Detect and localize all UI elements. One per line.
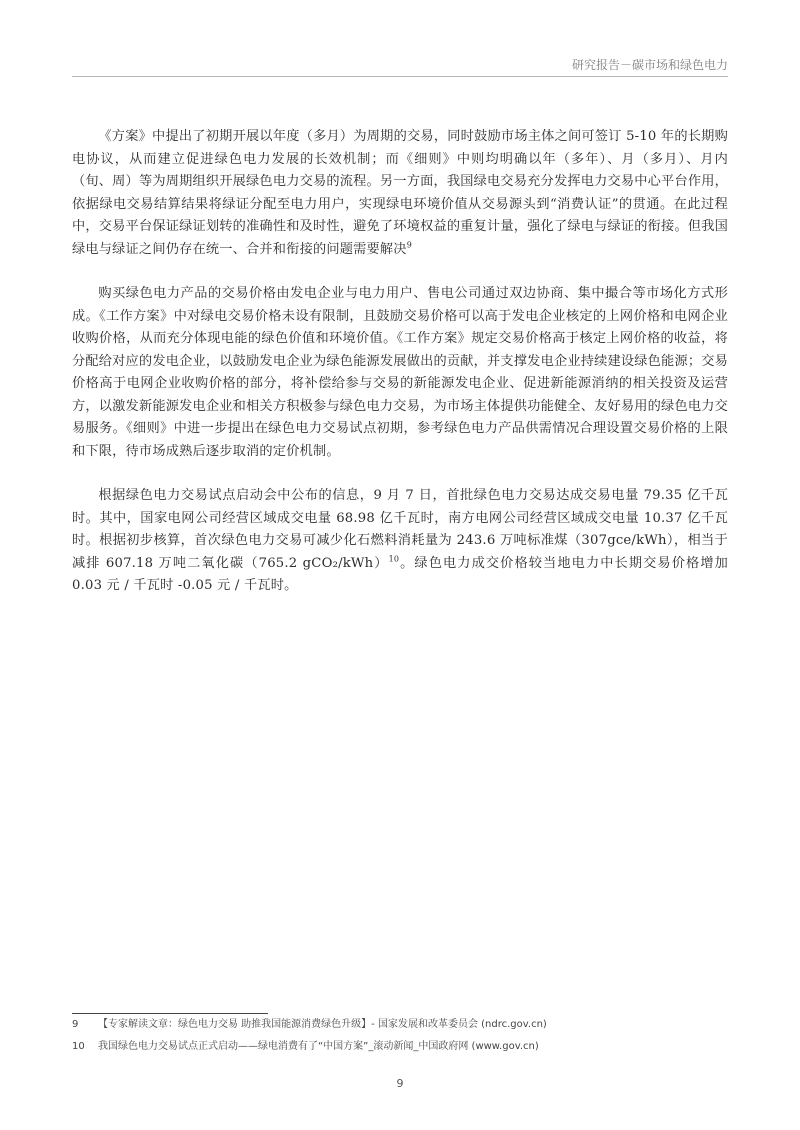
- paragraph-1: [72, 126, 728, 261]
- footnote-ref-10[interactable]: 10: [388, 554, 400, 564]
- page-number: 9: [396, 1077, 404, 1090]
- footnote-number: 10: [72, 1041, 85, 1052]
- footnotes: [72, 1017, 728, 1061]
- paragraph-3-text-cont: 。绿色电力成交价格较当地电力中长期交易价格增加 0.03 元 / 千瓦时 -0.05 元 / 千瓦时。: [72, 555, 728, 593]
- paragraph-2: 购买绿色电力产品的交易价格由发电企业与电力用户、售电公司通过双边协商、集中撮合等市场化方式形成。《工作方案》中对绿电交易价格未设有限制，且鼓励交易价格可以高于发电企业核定的上网价格和电网企业收购价格，从而充分体现电能的绿色价值和环境价值。《工作方案》规定交易价格高于核定上网价格的收益，将分配给对应的发电企业，以鼓励发电企业为绿色能源发展做出的贡献，并支撑发电企业持续建设绿色能源；交易价格高于电网企业收购价格的部分，将补偿给参与交易的新能源发电企业、促进新能源消纳的相关投资及运营方，以激发新能源发电企业和相关方积极参与绿色电力交易，为市场主体提供功能健全、友好易用的绿色电力交易服务。《细则》中进一步提出在绿色电力交易试点初期，参考绿色电力产品供需情况合理设置交易价格的上限和下限，待市场成熟后逐步取消的定价机制。: [72, 286, 728, 459]
- footnote-link[interactable]: 我国绿色电力交易试点正式启动——绿电消费有了“中国方案”_滚动新闻_中国政府网 (www.gov.cn): [98, 1041, 539, 1052]
- header-divider: [72, 76, 728, 77]
- running-header-title: 研究报告－碳市场和绿色电力: [571, 58, 728, 72]
- footnote-item: [72, 1017, 728, 1033]
- footnote-ref-9[interactable]: 9: [406, 240, 412, 250]
- paragraph-1-text: 《方案》中提出了初期开展以年度（多月）为周期的交易，同时鼓励市场主体之间可签订 5-10 年的长期购电协议，从而建立促进绿色电力发展的长效机制；而《细则》中则均明确以年（多年）、月（多月）、月内（旬、周）等为周期组织开展绿色电力交易的流程。另一方面，我国绿电交易充分发挥电力交易中心平台作用，依据绿电交易结算结果将绿证分配至电力用户，实现绿电环境价值从交易源头到“消费认证”的贯通。在此过程中，交易平台保证绿证划转的准确性和及时性，避免了环境权益的重复计量，强化了绿电与绿证的衔接。但我国绿电与绿证之间仍存在统一、合并和衔接的问题需要解决: [72, 129, 728, 257]
- footnote-divider: [72, 1013, 268, 1014]
- paragraph-3: [72, 485, 728, 598]
- footnote-item: [72, 1039, 728, 1055]
- footnote-number: 9: [72, 1019, 79, 1030]
- main-text: [72, 126, 728, 620]
- paragraph-3-text: 根据绿色电力交易试点启动会中公布的信息，9 月 7 日，首批绿色电力交易达成交易电量 79.35 亿千瓦时。其中，国家电网公司经营区域成交电量 68.98 亿千瓦时，南方电网公司经营区域成交电量 10.37 亿千瓦时。根据初步核算，首次绿色电力交易可减少化石燃料消耗量为 243.6 万吨标准煤（307gce/kWh），相当于减排 607.18 万吨二氧化碳（765.2 gCO₂/kWh）: [72, 488, 728, 571]
- footnote-link[interactable]: 【专家解读文章：绿色电力交易 助推我国能源消费绿色升级】- 国家发展和改革委员会 (ndrc.gov.cn): [98, 1019, 547, 1030]
